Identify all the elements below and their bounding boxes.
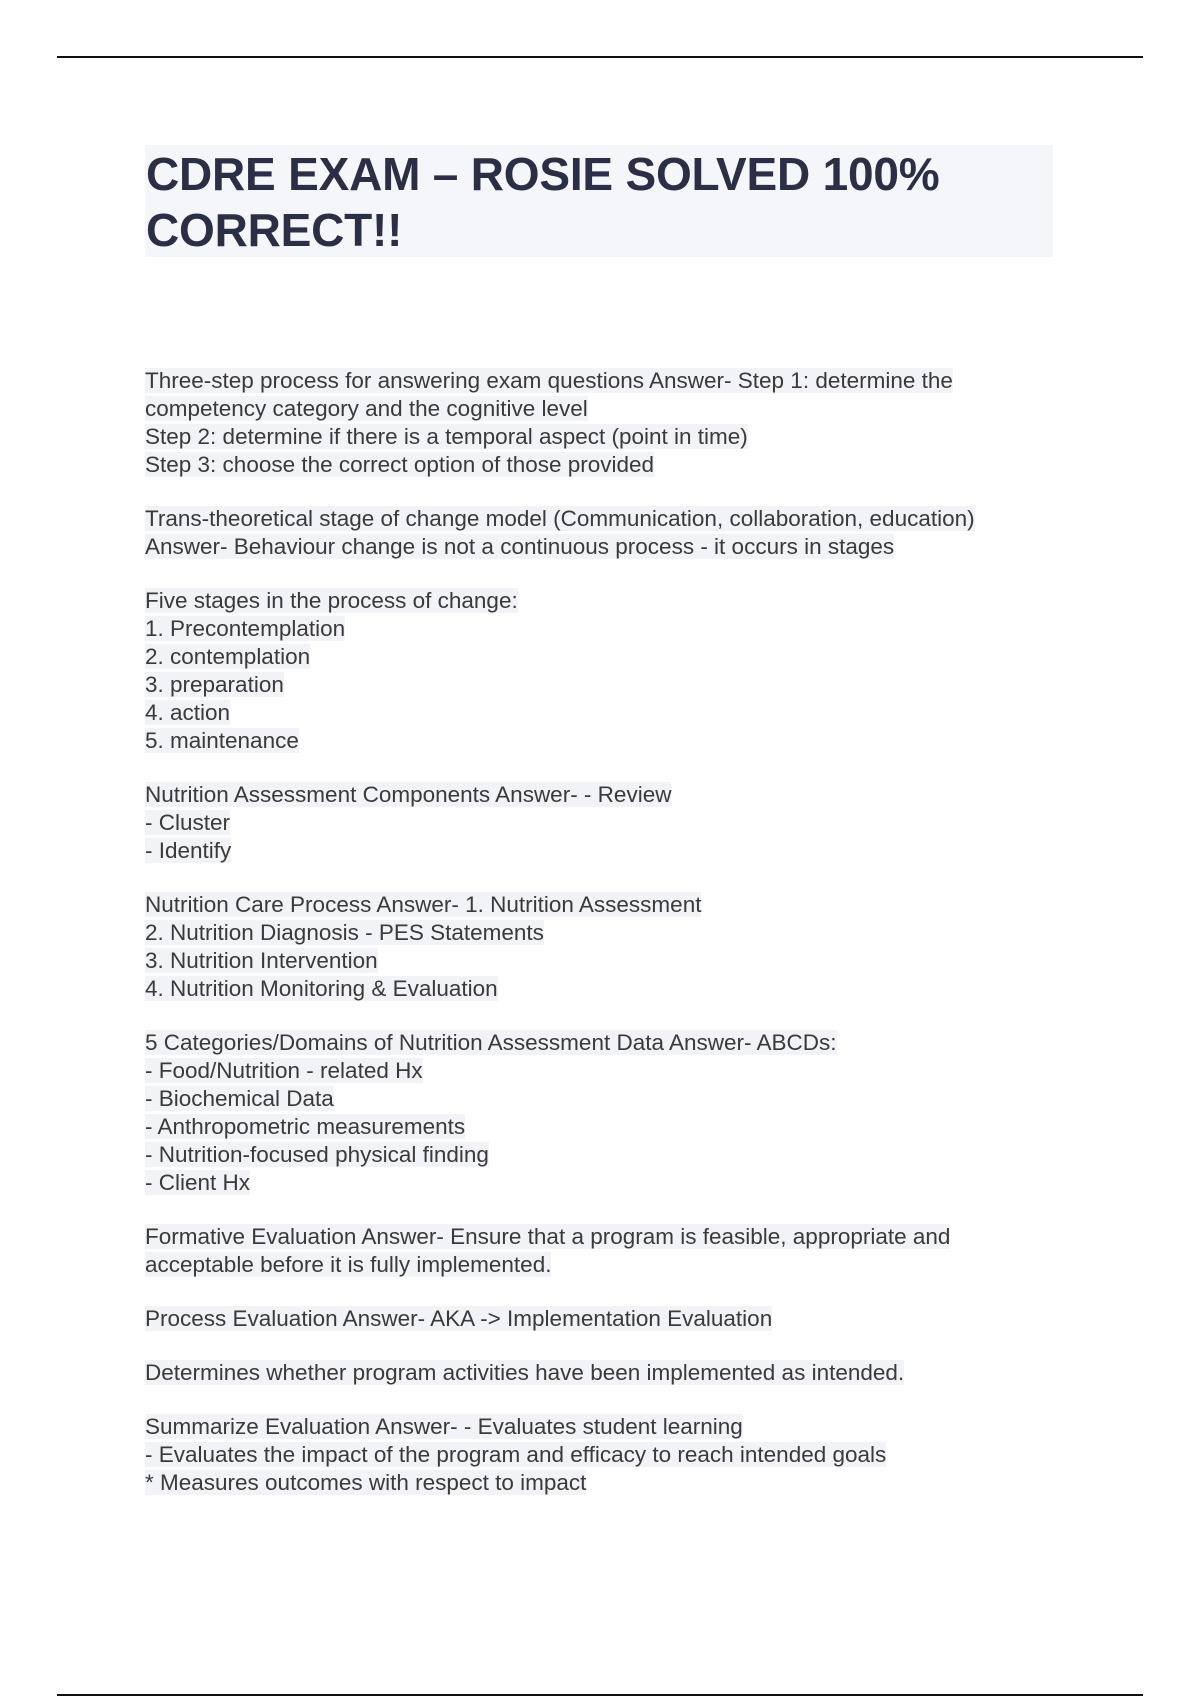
qa-line [145, 367, 1065, 395]
bottom-rule [57, 1694, 1143, 1696]
qa-line-text: acceptable before it is fully implemented. [145, 1252, 552, 1277]
qa-line-text: Nutrition Care Process Answer- 1. Nutrition Assessment [145, 892, 702, 917]
qa-line-text: 3. Nutrition Intervention [145, 948, 378, 973]
qa-line-text: - Nutrition-focused physical finding [145, 1142, 489, 1167]
qa-line-text: - Identify [145, 838, 232, 863]
qa-block [145, 587, 1065, 755]
document-title [146, 146, 1026, 258]
qa-line-text: 4. action [145, 700, 231, 725]
qa-line [145, 615, 1065, 643]
qa-block [145, 367, 1065, 479]
top-rule [57, 56, 1143, 58]
qa-line [145, 809, 1065, 837]
qa-line [145, 395, 1065, 423]
qa-line-text: Trans-theoretical stage of change model (Communication, collaboration, education) [145, 506, 975, 531]
qa-line-text: Formative Evaluation Answer- Ensure that a program is feasible, appropriate and [145, 1224, 951, 1249]
qa-line-text: 2. contemplation [145, 644, 311, 669]
qa-line [145, 1169, 1065, 1197]
qa-line [145, 1113, 1065, 1141]
qa-line-text: 5 Categories/Domains of Nutrition Assessment Data Answer- ABCDs: [145, 1030, 837, 1055]
qa-line [145, 975, 1065, 1003]
title-line-1: CDRE EXAM – ROSIE SOLVED 100% [146, 148, 940, 200]
qa-line [145, 533, 1065, 561]
qa-line-text: Process Evaluation Answer- AKA -> Implementation Evaluation [145, 1306, 773, 1331]
qa-block [145, 1029, 1065, 1197]
qa-block [145, 1413, 1065, 1497]
qa-line [145, 451, 1065, 479]
qa-line-text: Answer- Behaviour change is not a continuous process - it occurs in stages [145, 534, 895, 559]
qa-line-text: 4. Nutrition Monitoring & Evaluation [145, 976, 498, 1001]
qa-line [145, 919, 1065, 947]
qa-block [145, 1305, 1065, 1333]
qa-block [145, 781, 1065, 865]
qa-line-text: competency category and the cognitive level [145, 396, 588, 421]
qa-line [145, 1359, 1065, 1387]
qa-line-text: Determines whether program activities have been implemented as intended. [145, 1360, 905, 1385]
qa-line [145, 671, 1065, 699]
qa-line [145, 1085, 1065, 1113]
qa-line [145, 947, 1065, 975]
qa-line-text: - Biochemical Data [145, 1086, 334, 1111]
qa-line [145, 1441, 1065, 1469]
qa-block [145, 891, 1065, 1003]
qa-line-text: - Food/Nutrition - related Hx [145, 1058, 423, 1083]
qa-line-text: 2. Nutrition Diagnosis - PES Statements [145, 920, 544, 945]
title-line-2: CORRECT!! [146, 204, 403, 256]
qa-block [145, 1223, 1065, 1279]
qa-line [145, 1251, 1065, 1279]
qa-line [145, 837, 1065, 865]
qa-line [145, 1413, 1065, 1441]
qa-line-text: Five stages in the process of change: [145, 588, 518, 613]
qa-line [145, 781, 1065, 809]
qa-line [145, 505, 1065, 533]
qa-line [145, 1223, 1065, 1251]
qa-line-text: - Anthropometric measurements [145, 1114, 466, 1139]
qa-line-text: Step 2: determine if there is a temporal aspect (point in time) [145, 424, 748, 449]
qa-line-text: 5. maintenance [145, 728, 299, 753]
qa-line-text: - Cluster [145, 810, 231, 835]
qa-line-text: * Measures outcomes with respect to impact [145, 1470, 587, 1495]
document-body [145, 367, 1065, 1523]
qa-line [145, 1029, 1065, 1057]
qa-line [145, 423, 1065, 451]
qa-block [145, 505, 1065, 561]
qa-line-text: 1. Precontemplation [145, 616, 346, 641]
qa-line [145, 1057, 1065, 1085]
qa-line [145, 643, 1065, 671]
qa-line-text: Step 3: choose the correct option of those provided [145, 452, 655, 477]
qa-line [145, 1469, 1065, 1497]
qa-line-text: Nutrition Assessment Components Answer- - Review [145, 782, 672, 807]
qa-line-text: Three-step process for answering exam questions Answer- Step 1: determine the [145, 368, 953, 393]
qa-line [145, 727, 1065, 755]
qa-line [145, 587, 1065, 615]
qa-line-text: 3. preparation [145, 672, 284, 697]
qa-line-text: - Evaluates the impact of the program and efficacy to reach intended goals [145, 1442, 887, 1467]
qa-line [145, 699, 1065, 727]
qa-line [145, 1141, 1065, 1169]
qa-block [145, 1359, 1065, 1387]
qa-line-text: - Client Hx [145, 1170, 251, 1195]
qa-line [145, 891, 1065, 919]
qa-line [145, 1305, 1065, 1333]
qa-line-text: Summarize Evaluation Answer- - Evaluates student learning [145, 1414, 743, 1439]
